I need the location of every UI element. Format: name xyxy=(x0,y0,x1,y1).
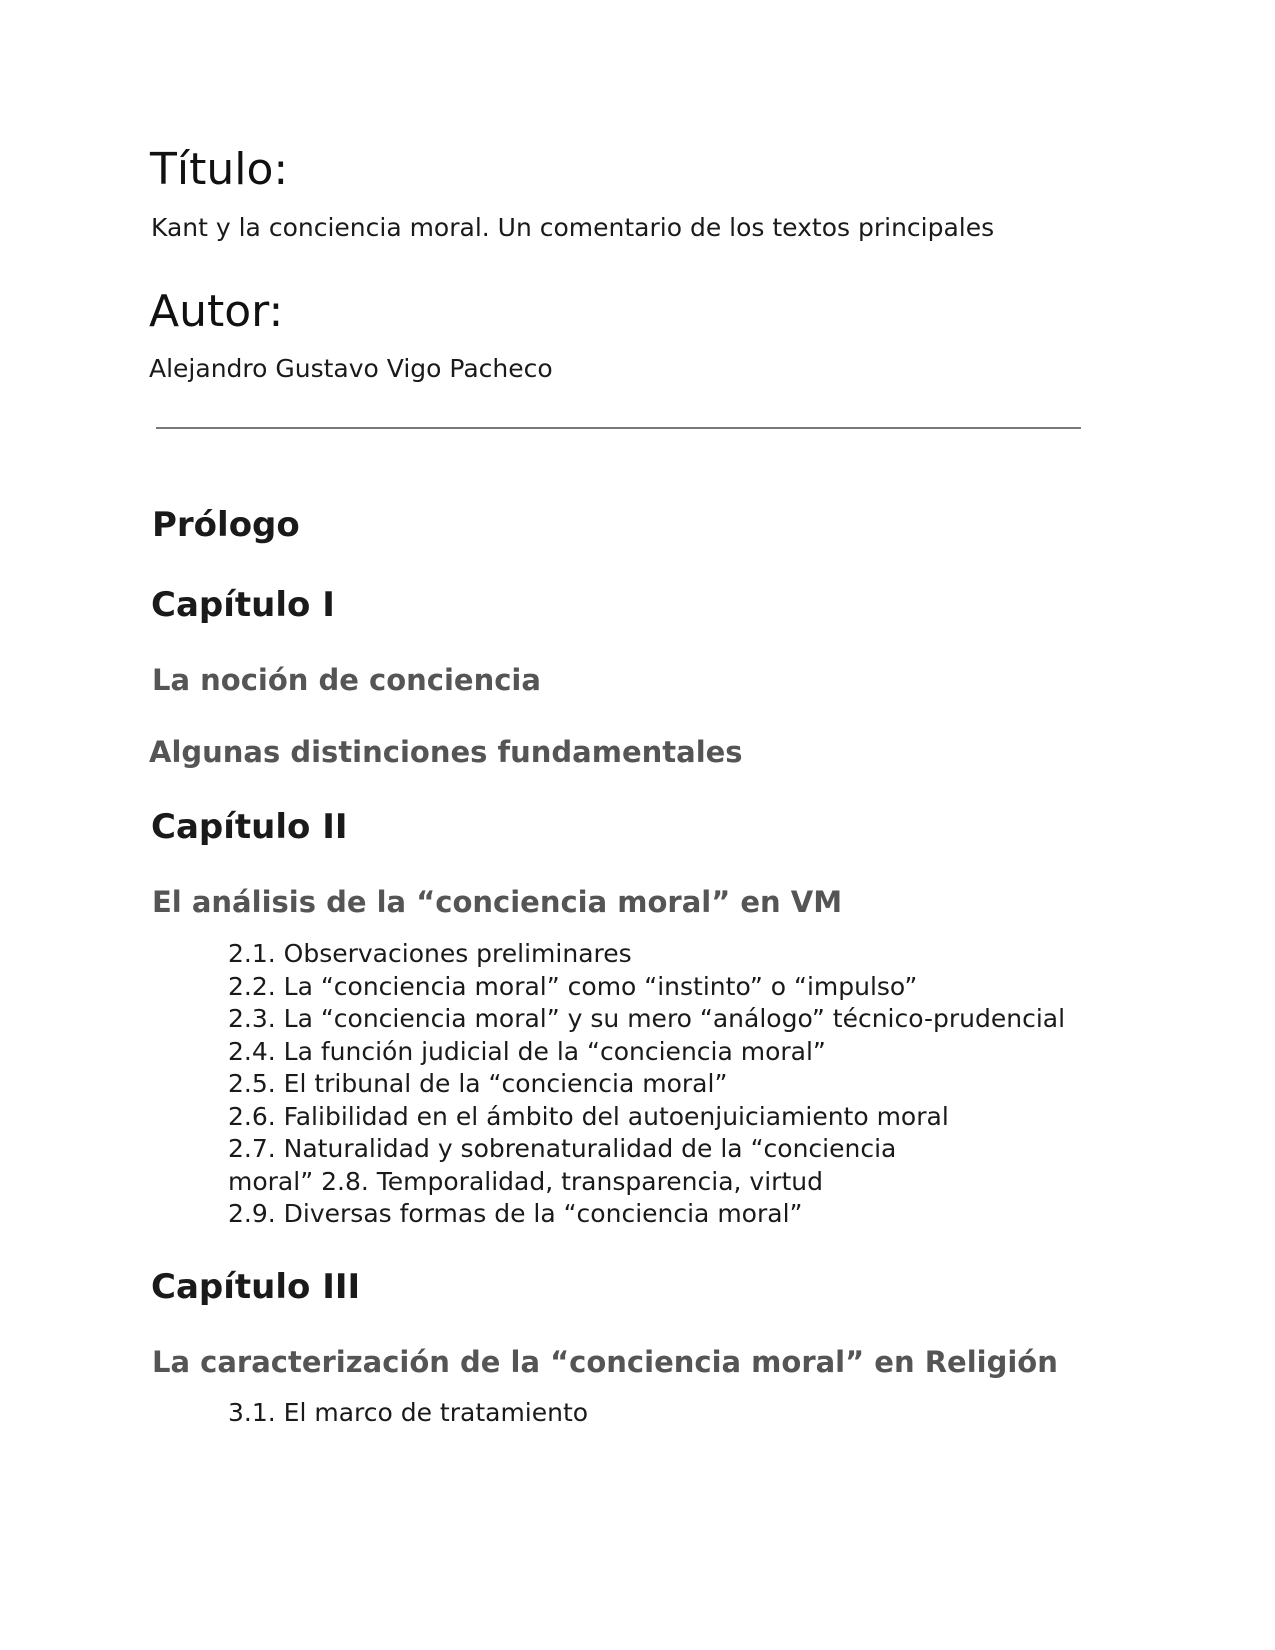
title-label: Título: xyxy=(150,144,289,195)
toc-item: 2.9. Diversas formas de la “conciencia moral” xyxy=(228,1199,803,1228)
toc-chapter-3-heading: Capítulo III xyxy=(151,1267,361,1307)
toc-item: 3.1. El marco de tratamiento xyxy=(228,1398,589,1427)
toc-item: 2.2. La “conciencia moral” como “instinto” o “impulso” xyxy=(228,971,918,1001)
toc-chapter-1-section: Algunas distinciones fundamentales xyxy=(149,735,743,769)
divider xyxy=(156,427,1081,429)
toc-chapter-2-section: El análisis de la “conciencia moral” en VM xyxy=(152,885,843,919)
toc-chapter-1-heading: Capítulo I xyxy=(151,585,335,625)
toc-item: 2.5. El tribunal de la “conciencia moral” xyxy=(228,1069,728,1098)
toc-item: 2.3. La “conciencia moral” y su mero “análogo” técnico-prudencial xyxy=(228,1004,1066,1033)
title-value: Kant y la conciencia moral. Un comentario de los textos principales xyxy=(151,213,995,242)
author-label: Autor: xyxy=(149,286,284,337)
toc-chapter-2-items xyxy=(228,938,1065,1231)
toc-chapter-3-section: La caracterización de la “conciencia moral” en Religión xyxy=(152,1345,1058,1379)
author-value: Alejandro Gustavo Vigo Pacheco xyxy=(149,354,553,383)
toc-item: 2.7. Naturalidad y sobrenaturalidad de la “conciencia xyxy=(228,1134,897,1163)
toc-prologue: Prólogo xyxy=(152,505,300,545)
toc-chapter-3-items xyxy=(228,1397,588,1430)
toc-item: 2.4. La función judicial de la “conciencia moral” xyxy=(228,1036,826,1066)
toc-chapter-2-heading: Capítulo II xyxy=(151,807,348,847)
toc-chapter-1-section: La noción de conciencia xyxy=(152,663,541,697)
toc-item: 2.1. Observaciones preliminares xyxy=(228,939,632,968)
toc-item: moral” 2.8. Temporalidad, transparencia, virtud xyxy=(228,1166,823,1196)
toc-item: 2.6. Falibilidad en el ámbito del autoenjuiciamiento moral xyxy=(228,1101,949,1131)
